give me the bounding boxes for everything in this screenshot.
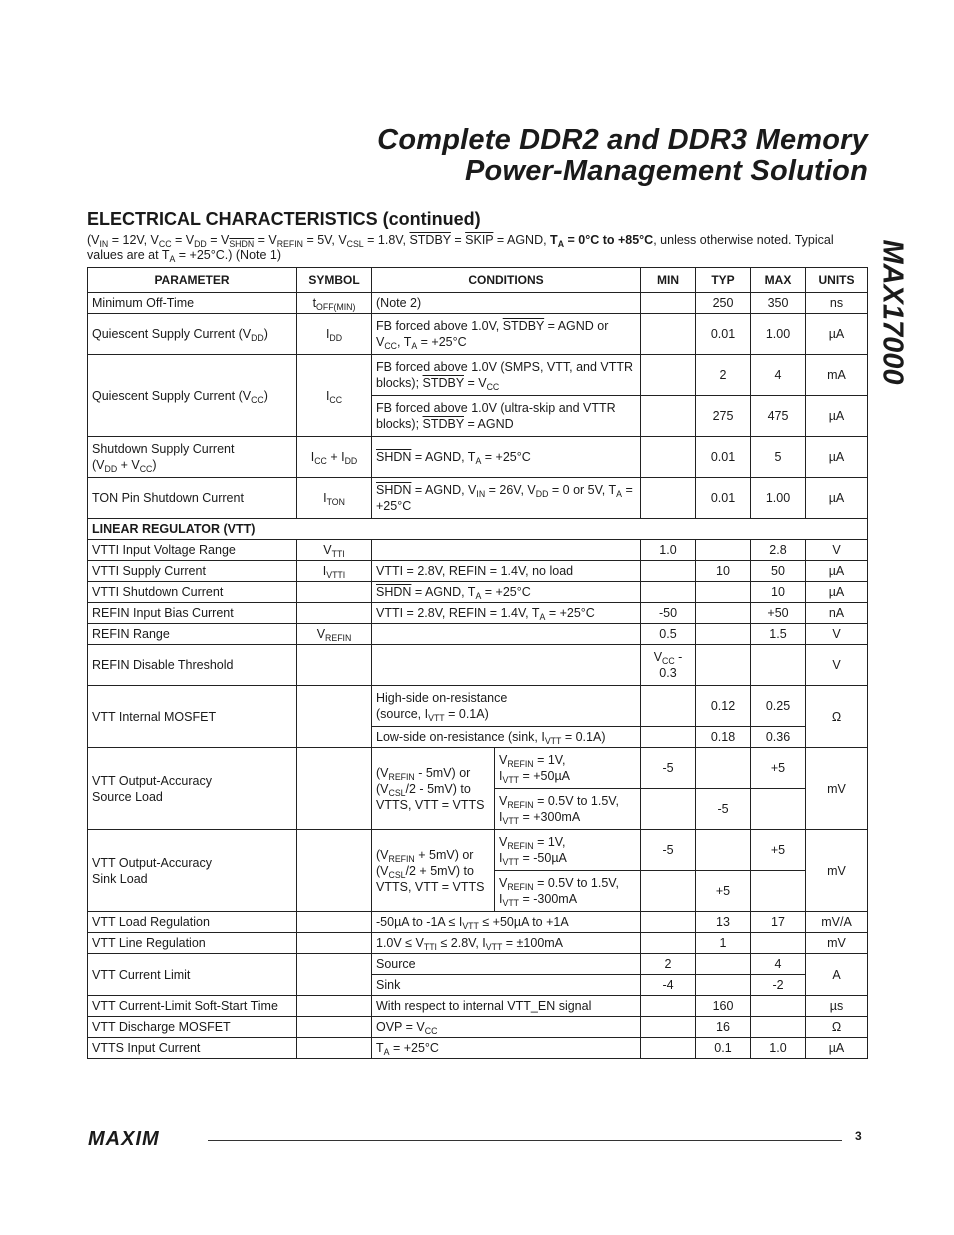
section-title: ELECTRICAL CHARACTERISTICS (continued) (87, 209, 481, 229)
table-row: VTT Line Regulation $1.0V \le V_{TTI} \le 2.8V$, $I_{VTT} = \pm 100mA$ 1 mV (88, 933, 868, 954)
table-row: VTT Output-Accuracy Sink Load $(V_{REFIN} + 5mV)$ or $(V_{CSL}/2 + 5mV)$ to VTTS, VTT = VTTS $V_{REFIN} = 1V$, $I_{VTT} = -50\mu A$ -5 +5 mV (88, 830, 868, 871)
col-typ: TYP (696, 268, 751, 293)
table-row: Shutdown Supply Current $(V_{DD} + V_{CC})$ $I_{CC} + I_{DD}$ SHDN = AGND, $T_A = +25^\circ C$ 0.01 5 µA (88, 437, 868, 478)
page-number: 3 (855, 1129, 862, 1143)
table-row: REFIN Range $V_{REFIN}$ 0.5 1.5 V (88, 624, 868, 645)
table-row: VTT Output-Accuracy Source Load $(V_{REFIN} - 5mV)$ or $(V_{CSL}/2 - 5mV)$ to VTTS, VTT = VTTS $V_{REFIN} = 1V$, $I_{VTT} = +50\mu A$ -5 +5 mV (88, 748, 868, 789)
table-row: TON Pin Shutdown Current $I_{TON}$ SHDN = AGND, $V_{IN} = 26V$, $V_{DD} = 0$ or 5V, $T_A = +25^\circ C$ 0.01 1.00 µA (88, 478, 868, 519)
table-row: Minimum Off-Time $t_{OFF(MIN)}$ (Note 2) 250 350 ns (88, 293, 868, 314)
footer-rule (208, 1140, 842, 1141)
col-max: MAX (751, 268, 806, 293)
table-row: $V_{REFIN} = 0.5V$ to 1.5V, $I_{VTT} = +300mA$ -5 (88, 789, 868, 830)
table-row: Sink -4 -2 (88, 975, 868, 996)
table-row: VTTI Shutdown Current SHDN = AGND, $T_A = +25^\circ C$ 10 µA (88, 582, 868, 603)
table-row: Low-side on-resistance (sink, $I_{VTT} = 0.1A$) 0.18 0.36 (88, 727, 868, 748)
table-row: REFIN Disable Threshold $V_{CC}$ - 0.3 V (88, 645, 868, 686)
svg-text:MAXIM: MAXIM (88, 1128, 160, 1148)
conditions-note: ($V_{IN} = 12V$, $V_{CC} = V_{DD} = V_{SHDN} = V_{REFIN} = 5V$, $V_{CSL} = 1.8V$, STDBY = SKIP = AGND, $T_A = 0^\circ C$ to +85°C, unless otherwise noted. Typical values are at $T_A = +25^\circ C$.) (Note 1) (87, 233, 834, 264)
col-units: UNITS (806, 268, 868, 293)
table-row: Quiescent Supply Current $(V_{DD})$ $I_{DD}$ FB forced above 1.0V, STDBY = AGND or $V_{CC}$, $T_A = +25^\circ C$ 0.01 1.00 µA (88, 314, 868, 355)
table-row: $V_{REFIN} = 0.5V$ to 1.5V, $I_{VTT} = -300mA$ +5 (88, 871, 868, 912)
table-row: VTT Internal MOSFET High-side on-resistance (source, $I_{VTT} = 0.1A$) 0.12 0.25 Ω (88, 686, 868, 727)
col-parameter: PARAMETER (88, 268, 297, 293)
table-row: VTTI Input Voltage Range $V_{TTI}$ 1.0 2.8 V (88, 540, 868, 561)
table-row: VTTI Supply Current $I_{VTTI}$ VTTI = 2.8V, REFIN = 1.4V, no load 10 50 µA (88, 561, 868, 582)
maxim-logo (88, 1128, 200, 1148)
table-row: VTT Current Limit Source 2 4 A (88, 954, 868, 975)
table-row: VTT Current-Limit Soft-Start Time With respect to internal VTT_EN signal 160 µs (88, 996, 868, 1017)
table-header-row (88, 268, 868, 293)
table-row: Quiescent Supply Current $(V_{CC})$ $I_{CC}$ FB forced above 1.0V (SMPS, VTT, and VTTR blocks); STDBY = $V_{CC}$ 2 4 mA (88, 355, 868, 396)
table-row: VTTS Input Current $T_A = +25^\circ C$ 0.1 1.0 µA (88, 1038, 868, 1059)
col-min: MIN (641, 268, 696, 293)
table-row: REFIN Input Bias Current VTTI = 2.8V, REFIN = 1.4V, $T_A = +25^\circ C$ -50 +50 nA (88, 603, 868, 624)
col-symbol: SYMBOL (297, 268, 372, 293)
electrical-characteristics-table (87, 267, 868, 1059)
page-title: Complete DDR2 and DDR3 Memory Power-Management Solution (377, 124, 868, 187)
table-row: VTT Load Regulation -50µA to $-1A \le I_{VTT} \le +50\mu A$ to +1A 13 17 mV/A (88, 912, 868, 933)
side-part-number: MAX17000 (876, 239, 909, 385)
table-row: VTT Discharge MOSFET OVP = $V_{CC}$ 16 Ω (88, 1017, 868, 1038)
col-conditions: CONDITIONS (372, 268, 641, 293)
table-row: FB forced above 1.0V (ultra-skip and VTTR blocks); STDBY = AGND 275 475 µA (88, 396, 868, 437)
section-row: LINEAR REGULATOR (VTT) (88, 519, 868, 540)
